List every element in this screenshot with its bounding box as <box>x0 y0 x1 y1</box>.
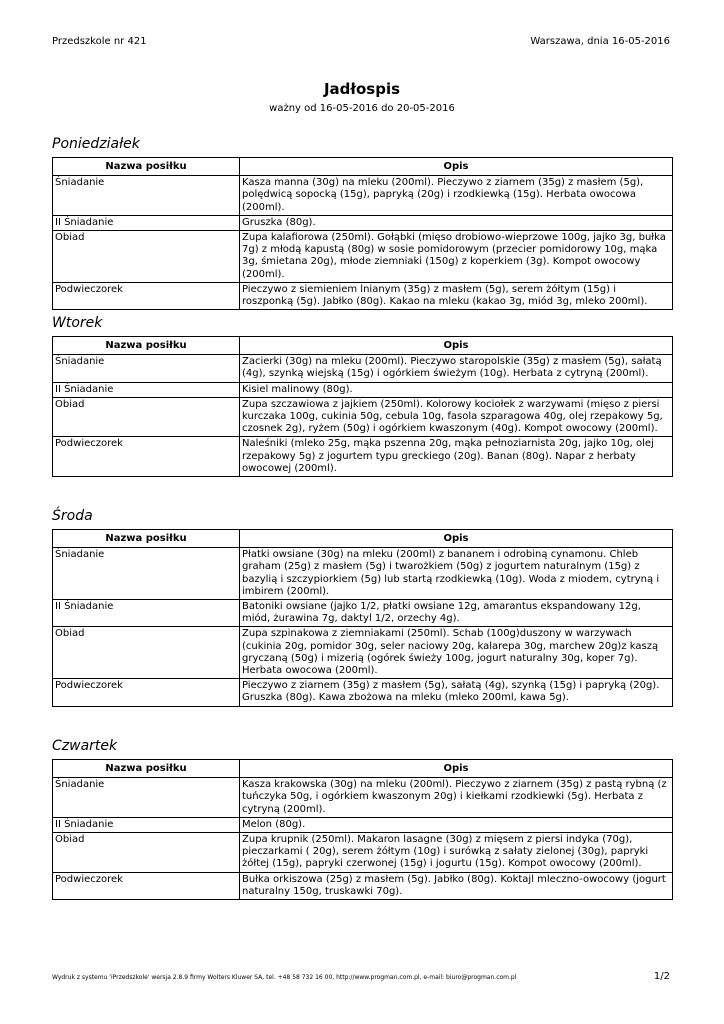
table-row <box>53 215 673 230</box>
meal-name: II Śniadanie <box>53 215 240 230</box>
column-header-desc: Opis <box>240 760 673 778</box>
meal-desc: Kasza manna (30g) na mleku (200ml). Pieczywo z ziarnem (35g) z masłem (5g), polędwicą sopocką (15g), papryką (20g) i rzodkiewką (15g). Herbata owocowa (200ml). <box>240 176 673 216</box>
meal-name: Obiad <box>53 231 240 283</box>
table-row <box>53 627 673 679</box>
day-section-tuesday <box>52 314 672 477</box>
school-name: Przedszkole nr 421 <box>52 36 147 47</box>
table-row <box>53 833 673 873</box>
table-row <box>53 817 673 832</box>
meal-name: Śniadanie <box>53 778 240 818</box>
meal-desc: Zupa kalafiorowa (250ml). Gołąbki (mięso drobiowo-wieprzowe 100g, jajko 3g, bułka 7g) z młodą kapustą (80g) w sosie pomidorowym (przecier pomidorowy 10g, mąka 3g, śmietana 20g), młode ziemniaki (150g) z koperkiem (3g). Kompot owocowy (200ml). <box>240 231 673 283</box>
menu-table <box>52 157 673 310</box>
table-header-row <box>53 760 673 778</box>
menu-table <box>52 759 673 900</box>
table-row <box>53 282 673 309</box>
column-header-meal: Nazwa posiłku <box>53 530 240 548</box>
meal-desc: Kasza krakowska (30g) na mleku (200ml). Pieczywo z ziarnem (35g) z pastą rybną (z tuńczyka 50g, i ogórkiem kwaszonym 20g) i kiełkami rzodkiewki (5g). Herbata z cytryną (200ml). <box>240 778 673 818</box>
menu-table <box>52 336 673 477</box>
meal-name: Obiad <box>53 397 240 437</box>
day-title: Poniedziałek <box>52 136 140 152</box>
table-row <box>53 231 673 283</box>
meal-desc: Zupa krupnik (250ml). Makaron lasagne (30g) z mięsem z piersi indyka (70g), pieczarkami ( 20g), serem żółtym (10g) i surówką z sałaty zielonej (30g), papryki żółtej (15g), papryki czerwonej (15g) i jogurtu (15g). Kompot owocowy (200ml). <box>240 833 673 873</box>
page-title: Jadłospis <box>323 80 401 98</box>
day-title: Środa <box>52 508 93 524</box>
table-row <box>53 355 673 382</box>
column-header-desc: Opis <box>240 337 673 355</box>
table-row <box>53 548 673 600</box>
meal-name: Podwieczorek <box>53 437 240 477</box>
table-row <box>53 397 673 437</box>
place-date: Warszawa, dnia 16-05-2016 <box>530 36 670 47</box>
meal-desc: Płatki owsiane (30g) na mleku (200ml) z bananem i odrobiną cynamonu. Chleb graham (25g) z masłem (5g) i twarożkiem (50g) z jogurtem naturalnym (15g) z bazylią i szczypiorkiem (5g) lub startą rzodkiewką (10g). Woda z miodem, cytryną i imbirem (200ml). <box>240 548 673 600</box>
table-row <box>53 176 673 216</box>
validity-period: ważny od 16-05-2016 do 20-05-2016 <box>269 103 455 114</box>
day-section-thursday <box>52 737 672 900</box>
column-header-desc: Opis <box>240 158 673 176</box>
meal-desc: Bułka orkiszowa (25g) z masłem (5g). Jabłko (80g). Koktajl mleczno-owocowy (jogurt naturalny 150g, truskawki 70g). <box>240 872 673 899</box>
table-row <box>53 679 673 706</box>
column-header-meal: Nazwa posiłku <box>53 158 240 176</box>
print-footer: Wydruk z systemu 'iPrzedszkole' wersja 2.8.9 firmy Wolters Kluwer SA, tel. +48 58 732 16 00, http://www.progman.com.pl, e-mail: biuro@progman.com.pl <box>52 974 517 981</box>
meal-name: Podwieczorek <box>53 282 240 309</box>
table-row <box>53 778 673 818</box>
meal-desc: Naleśniki (mleko 25g, mąka pszenna 20g, mąka pełnoziarnista 20g, jajko 10g, olej rzepakowy 5g) z jogurtem typu greckiego (20g). Banan (80g). Napar z herbaty owocowej (200ml). <box>240 437 673 477</box>
meal-name: II Śniadanie <box>53 600 240 627</box>
meal-name: II Śniadanie <box>53 382 240 397</box>
meal-desc: Melon (80g). <box>240 817 673 832</box>
meal-name: Śniadanie <box>53 176 240 216</box>
meal-desc: Zupa szczawiowa z jajkiem (250ml). Kolorowy kociołek z warzywami (mięso z piersi kurczaka 100g, cukinia 50g, cebula 10g, fasola szparagowa 40g, olej rzepakowy 5g, czosnek 2g), ryżem (50g) i ogórkiem kwaszonym (40g). Kompot owocowy (200ml). <box>240 397 673 437</box>
meal-desc: Zacierki (30g) na mleku (200ml). Pieczywo staropolskie (35g) z masłem (5g), sałatą (4g), szynką wiejską (15g) i ogórkiem świeżym (10g). Herbata z cytryną (200ml). <box>240 355 673 382</box>
meal-name: Śniadanie <box>53 355 240 382</box>
table-row <box>53 382 673 397</box>
table-row <box>53 872 673 899</box>
day-title: Czwartek <box>52 738 118 754</box>
meal-desc: Kisiel malinowy (80g). <box>240 382 673 397</box>
meal-name: Obiad <box>53 627 240 679</box>
table-header-row <box>53 530 673 548</box>
day-title: Wtorek <box>52 315 103 331</box>
column-header-meal: Nazwa posiłku <box>53 760 240 778</box>
table-header-row <box>53 158 673 176</box>
column-header-desc: Opis <box>240 530 673 548</box>
meal-name: Podwieczorek <box>53 679 240 706</box>
day-section-monday <box>52 135 672 310</box>
meal-name: Obiad <box>53 833 240 873</box>
meal-desc: Gruszka (80g). <box>240 215 673 230</box>
page-number: 1/2 <box>653 971 670 982</box>
meal-name: Podwieczorek <box>53 872 240 899</box>
meal-name: II Śniadanie <box>53 817 240 832</box>
meal-desc: Pieczywo z ziarnem (35g) z masłem (5g), sałatą (4g), szynką (15g) i papryką (20g). Gruszka (80g). Kawa zbożowa na mleku (mleko 200ml, kawa 5g). <box>240 679 673 706</box>
meal-desc: Zupa szpinakowa z ziemniakami (250ml). Schab (100g)duszony w warzywach (cukinia 20g, pomidor 30g, seler naciowy 20g, kalarepa 30g, marchew 20g)z kaszą gryczaną (50g) i mizerią (ogórek świeży 100g, jogurt naturalny 30g, koper 7g). Herbata owocowa (200ml). <box>240 627 673 679</box>
menu-table <box>52 529 673 707</box>
day-section-wednesday <box>52 507 672 707</box>
meal-name: Śniadanie <box>53 548 240 600</box>
table-row <box>53 437 673 477</box>
meal-desc: Pieczywo z siemieniem lnianym (35g) z masłem (5g), serem żółtym (15g) i roszponką (5g). Jabłko (80g). Kakao na mleku (kakao 3g, miód 3g, mleko 200ml). <box>240 282 673 309</box>
table-row <box>53 600 673 627</box>
column-header-meal: Nazwa posiłku <box>53 337 240 355</box>
meal-desc: Batoniki owsiane (jajko 1/2, płatki owsiane 12g, amarantus ekspandowany 12g, miód, żurawina 7g, daktyl 1/2, orzechy 4g). <box>240 600 673 627</box>
table-header-row <box>53 337 673 355</box>
